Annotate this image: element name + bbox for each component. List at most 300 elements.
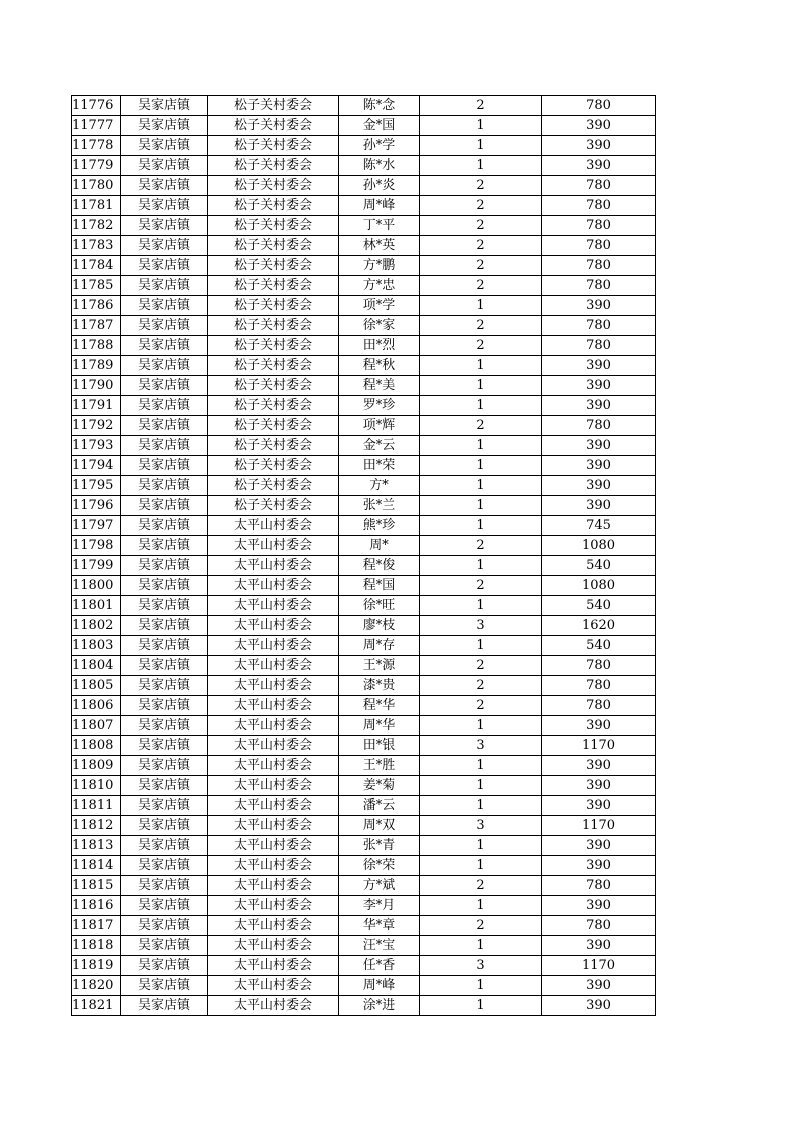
town-cell: 吴家店镇 <box>121 496 208 516</box>
household-count-cell: 1 <box>420 836 542 856</box>
household-count-cell: 1 <box>420 716 542 736</box>
amount-cell: 780 <box>542 276 656 296</box>
table-row <box>72 476 656 496</box>
record-id-cell: 11809 <box>72 756 121 776</box>
town-cell: 吴家店镇 <box>121 116 208 136</box>
town-cell: 吴家店镇 <box>121 896 208 916</box>
table-row <box>72 556 656 576</box>
person-name-cell: 徐*荣 <box>339 856 420 876</box>
town-cell: 吴家店镇 <box>121 656 208 676</box>
table-row <box>72 516 656 536</box>
household-count-cell: 2 <box>420 316 542 336</box>
table-row <box>72 796 656 816</box>
town-cell: 吴家店镇 <box>121 976 208 996</box>
table-row <box>72 976 656 996</box>
person-name-cell: 周*峰 <box>339 196 420 216</box>
household-count-cell: 2 <box>420 176 542 196</box>
household-count-cell: 2 <box>420 416 542 436</box>
town-cell: 吴家店镇 <box>121 516 208 536</box>
amount-cell: 390 <box>542 976 656 996</box>
person-name-cell: 任*香 <box>339 956 420 976</box>
record-id-cell: 11782 <box>72 216 121 236</box>
town-cell: 吴家店镇 <box>121 296 208 316</box>
table-row <box>72 316 656 336</box>
household-count-cell: 1 <box>420 516 542 536</box>
amount-cell: 780 <box>542 176 656 196</box>
person-name-cell: 漆*贵 <box>339 676 420 696</box>
town-cell: 吴家店镇 <box>121 356 208 376</box>
record-id-cell: 11777 <box>72 116 121 136</box>
village-cell: 松子关村委会 <box>208 496 339 516</box>
town-cell: 吴家店镇 <box>121 836 208 856</box>
village-cell: 松子关村委会 <box>208 476 339 496</box>
town-cell: 吴家店镇 <box>121 676 208 696</box>
town-cell: 吴家店镇 <box>121 616 208 636</box>
village-cell: 太平山村委会 <box>208 916 339 936</box>
table-row <box>72 616 656 636</box>
amount-cell: 390 <box>542 776 656 796</box>
person-name-cell: 孙*炎 <box>339 176 420 196</box>
household-count-cell: 1 <box>420 456 542 476</box>
village-cell: 松子关村委会 <box>208 436 339 456</box>
amount-cell: 780 <box>542 676 656 696</box>
village-cell: 松子关村委会 <box>208 176 339 196</box>
village-cell: 太平山村委会 <box>208 636 339 656</box>
person-name-cell: 金*云 <box>339 436 420 456</box>
household-count-cell: 1 <box>420 756 542 776</box>
town-cell: 吴家店镇 <box>121 536 208 556</box>
village-cell: 太平山村委会 <box>208 996 339 1016</box>
household-count-cell: 1 <box>420 356 542 376</box>
record-id-cell: 11797 <box>72 516 121 536</box>
table-row <box>72 856 656 876</box>
amount-cell: 390 <box>542 716 656 736</box>
town-cell: 吴家店镇 <box>121 736 208 756</box>
household-count-cell: 2 <box>420 256 542 276</box>
household-count-cell: 1 <box>420 996 542 1016</box>
table-row <box>72 116 656 136</box>
amount-cell: 1170 <box>542 736 656 756</box>
household-count-cell: 1 <box>420 896 542 916</box>
town-cell: 吴家店镇 <box>121 556 208 576</box>
amount-cell: 390 <box>542 496 656 516</box>
town-cell: 吴家店镇 <box>121 936 208 956</box>
table-row <box>72 296 656 316</box>
village-cell: 太平山村委会 <box>208 676 339 696</box>
table-row <box>72 156 656 176</box>
village-cell: 太平山村委会 <box>208 656 339 676</box>
person-name-cell: 程*秋 <box>339 356 420 376</box>
amount-cell: 390 <box>542 396 656 416</box>
household-count-cell: 3 <box>420 816 542 836</box>
record-id-cell: 11811 <box>72 796 121 816</box>
town-cell: 吴家店镇 <box>121 796 208 816</box>
amount-cell: 780 <box>542 416 656 436</box>
person-name-cell: 张*兰 <box>339 496 420 516</box>
record-id-cell: 11814 <box>72 856 121 876</box>
household-count-cell: 1 <box>420 296 542 316</box>
person-name-cell: 项*学 <box>339 296 420 316</box>
town-cell: 吴家店镇 <box>121 276 208 296</box>
village-cell: 太平山村委会 <box>208 716 339 736</box>
table-row <box>72 256 656 276</box>
town-cell: 吴家店镇 <box>121 756 208 776</box>
record-id-cell: 11810 <box>72 776 121 796</box>
table-row <box>72 356 656 376</box>
table-row <box>72 336 656 356</box>
record-id-cell: 11817 <box>72 916 121 936</box>
amount-cell: 745 <box>542 516 656 536</box>
town-cell: 吴家店镇 <box>121 396 208 416</box>
household-count-cell: 1 <box>420 156 542 176</box>
record-id-cell: 11799 <box>72 556 121 576</box>
table-row <box>72 656 656 676</box>
amount-cell: 780 <box>542 236 656 256</box>
table-row <box>72 276 656 296</box>
town-cell: 吴家店镇 <box>121 576 208 596</box>
record-id-cell: 11788 <box>72 336 121 356</box>
town-cell: 吴家店镇 <box>121 216 208 236</box>
record-id-cell: 11794 <box>72 456 121 476</box>
roster-table <box>71 95 656 1016</box>
amount-cell: 390 <box>542 156 656 176</box>
record-id-cell: 11815 <box>72 876 121 896</box>
household-count-cell: 1 <box>420 776 542 796</box>
record-id-cell: 11804 <box>72 656 121 676</box>
person-name-cell: 涂*进 <box>339 996 420 1016</box>
amount-cell: 390 <box>542 296 656 316</box>
person-name-cell: 金*国 <box>339 116 420 136</box>
village-cell: 松子关村委会 <box>208 96 339 116</box>
town-cell: 吴家店镇 <box>121 96 208 116</box>
town-cell: 吴家店镇 <box>121 856 208 876</box>
town-cell: 吴家店镇 <box>121 916 208 936</box>
village-cell: 太平山村委会 <box>208 876 339 896</box>
household-count-cell: 3 <box>420 736 542 756</box>
village-cell: 松子关村委会 <box>208 196 339 216</box>
village-cell: 松子关村委会 <box>208 136 339 156</box>
town-cell: 吴家店镇 <box>121 456 208 476</box>
record-id-cell: 11813 <box>72 836 121 856</box>
town-cell: 吴家店镇 <box>121 636 208 656</box>
record-id-cell: 11801 <box>72 596 121 616</box>
record-id-cell: 11791 <box>72 396 121 416</box>
household-count-cell: 2 <box>420 216 542 236</box>
table-row <box>72 96 656 116</box>
person-name-cell: 陈*水 <box>339 156 420 176</box>
amount-cell: 540 <box>542 556 656 576</box>
table-row <box>72 496 656 516</box>
table-row <box>72 236 656 256</box>
person-name-cell: 孙*学 <box>339 136 420 156</box>
town-cell: 吴家店镇 <box>121 956 208 976</box>
village-cell: 松子关村委会 <box>208 336 339 356</box>
amount-cell: 780 <box>542 336 656 356</box>
record-id-cell: 11779 <box>72 156 121 176</box>
person-name-cell: 田*烈 <box>339 336 420 356</box>
village-cell: 太平山村委会 <box>208 796 339 816</box>
household-count-cell: 2 <box>420 656 542 676</box>
record-id-cell: 11800 <box>72 576 121 596</box>
amount-cell: 780 <box>542 96 656 116</box>
person-name-cell: 周*峰 <box>339 976 420 996</box>
amount-cell: 390 <box>542 376 656 396</box>
record-id-cell: 11786 <box>72 296 121 316</box>
town-cell: 吴家店镇 <box>121 196 208 216</box>
table-row <box>72 996 656 1016</box>
household-count-cell: 1 <box>420 116 542 136</box>
village-cell: 太平山村委会 <box>208 976 339 996</box>
household-count-cell: 2 <box>420 876 542 896</box>
town-cell: 吴家店镇 <box>121 876 208 896</box>
village-cell: 太平山村委会 <box>208 956 339 976</box>
person-name-cell: 丁*平 <box>339 216 420 236</box>
person-name-cell: 王*源 <box>339 656 420 676</box>
household-count-cell: 1 <box>420 396 542 416</box>
amount-cell: 780 <box>542 696 656 716</box>
record-id-cell: 11781 <box>72 196 121 216</box>
amount-cell: 1620 <box>542 616 656 636</box>
person-name-cell: 熊*珍 <box>339 516 420 536</box>
table-row <box>72 596 656 616</box>
village-cell: 松子关村委会 <box>208 116 339 136</box>
village-cell: 松子关村委会 <box>208 416 339 436</box>
table-row <box>72 876 656 896</box>
amount-cell: 780 <box>542 656 656 676</box>
household-count-cell: 1 <box>420 796 542 816</box>
table-row <box>72 376 656 396</box>
person-name-cell: 潘*云 <box>339 796 420 816</box>
amount-cell: 390 <box>542 836 656 856</box>
table-row <box>72 716 656 736</box>
table-row <box>72 956 656 976</box>
household-count-cell: 3 <box>420 616 542 636</box>
amount-cell: 780 <box>542 196 656 216</box>
village-cell: 太平山村委会 <box>208 736 339 756</box>
town-cell: 吴家店镇 <box>121 716 208 736</box>
roster-table-body <box>72 96 656 1016</box>
town-cell: 吴家店镇 <box>121 156 208 176</box>
table-row <box>72 836 656 856</box>
amount-cell: 390 <box>542 356 656 376</box>
table-row <box>72 416 656 436</box>
amount-cell: 390 <box>542 436 656 456</box>
town-cell: 吴家店镇 <box>121 236 208 256</box>
person-name-cell: 王*胜 <box>339 756 420 776</box>
record-id-cell: 11787 <box>72 316 121 336</box>
record-id-cell: 11819 <box>72 956 121 976</box>
amount-cell: 780 <box>542 216 656 236</box>
household-count-cell: 1 <box>420 136 542 156</box>
household-count-cell: 2 <box>420 276 542 296</box>
amount-cell: 1080 <box>542 576 656 596</box>
amount-cell: 1080 <box>542 536 656 556</box>
amount-cell: 390 <box>542 896 656 916</box>
amount-cell: 780 <box>542 256 656 276</box>
village-cell: 松子关村委会 <box>208 296 339 316</box>
record-id-cell: 11789 <box>72 356 121 376</box>
household-count-cell: 2 <box>420 916 542 936</box>
household-count-cell: 1 <box>420 376 542 396</box>
household-count-cell: 1 <box>420 976 542 996</box>
amount-cell: 390 <box>542 116 656 136</box>
town-cell: 吴家店镇 <box>121 696 208 716</box>
person-name-cell: 方*鹏 <box>339 256 420 276</box>
village-cell: 太平山村委会 <box>208 576 339 596</box>
village-cell: 松子关村委会 <box>208 376 339 396</box>
household-count-cell: 1 <box>420 936 542 956</box>
record-id-cell: 11806 <box>72 696 121 716</box>
amount-cell: 540 <box>542 636 656 656</box>
person-name-cell: 程*美 <box>339 376 420 396</box>
village-cell: 太平山村委会 <box>208 836 339 856</box>
village-cell: 松子关村委会 <box>208 456 339 476</box>
table-row <box>72 696 656 716</box>
table-row <box>72 436 656 456</box>
record-id-cell: 11796 <box>72 496 121 516</box>
amount-cell: 390 <box>542 456 656 476</box>
household-count-cell: 2 <box>420 536 542 556</box>
amount-cell: 390 <box>542 996 656 1016</box>
household-count-cell: 2 <box>420 196 542 216</box>
village-cell: 松子关村委会 <box>208 256 339 276</box>
household-count-cell: 2 <box>420 96 542 116</box>
person-name-cell: 廖*枝 <box>339 616 420 636</box>
village-cell: 太平山村委会 <box>208 696 339 716</box>
record-id-cell: 11808 <box>72 736 121 756</box>
village-cell: 太平山村委会 <box>208 596 339 616</box>
town-cell: 吴家店镇 <box>121 176 208 196</box>
town-cell: 吴家店镇 <box>121 256 208 276</box>
household-count-cell: 2 <box>420 236 542 256</box>
table-row <box>72 776 656 796</box>
table-row <box>72 636 656 656</box>
person-name-cell: 方*斌 <box>339 876 420 896</box>
household-count-cell: 2 <box>420 576 542 596</box>
table-row <box>72 896 656 916</box>
village-cell: 太平山村委会 <box>208 556 339 576</box>
table-row <box>72 576 656 596</box>
person-name-cell: 周*存 <box>339 636 420 656</box>
household-count-cell: 1 <box>420 856 542 876</box>
record-id-cell: 11790 <box>72 376 121 396</box>
village-cell: 太平山村委会 <box>208 536 339 556</box>
amount-cell: 390 <box>542 796 656 816</box>
town-cell: 吴家店镇 <box>121 996 208 1016</box>
village-cell: 松子关村委会 <box>208 276 339 296</box>
town-cell: 吴家店镇 <box>121 136 208 156</box>
village-cell: 太平山村委会 <box>208 776 339 796</box>
household-count-cell: 2 <box>420 336 542 356</box>
record-id-cell: 11780 <box>72 176 121 196</box>
person-name-cell: 张*青 <box>339 836 420 856</box>
amount-cell: 390 <box>542 936 656 956</box>
record-id-cell: 11816 <box>72 896 121 916</box>
record-id-cell: 11821 <box>72 996 121 1016</box>
person-name-cell: 周*华 <box>339 716 420 736</box>
record-id-cell: 11798 <box>72 536 121 556</box>
record-id-cell: 11818 <box>72 936 121 956</box>
table-row <box>72 916 656 936</box>
person-name-cell: 项*辉 <box>339 416 420 436</box>
person-name-cell: 程*华 <box>339 696 420 716</box>
table-row <box>72 536 656 556</box>
household-count-cell: 1 <box>420 476 542 496</box>
amount-cell: 780 <box>542 876 656 896</box>
town-cell: 吴家店镇 <box>121 316 208 336</box>
person-name-cell: 陈*念 <box>339 96 420 116</box>
village-cell: 太平山村委会 <box>208 616 339 636</box>
table-row <box>72 176 656 196</box>
amount-cell: 390 <box>542 756 656 776</box>
table-row <box>72 196 656 216</box>
person-name-cell: 程*国 <box>339 576 420 596</box>
household-count-cell: 3 <box>420 956 542 976</box>
record-id-cell: 11795 <box>72 476 121 496</box>
person-name-cell: 林*英 <box>339 236 420 256</box>
amount-cell: 390 <box>542 856 656 876</box>
household-count-cell: 1 <box>420 436 542 456</box>
amount-cell: 390 <box>542 136 656 156</box>
village-cell: 太平山村委会 <box>208 756 339 776</box>
person-name-cell: 汪*宝 <box>339 936 420 956</box>
village-cell: 松子关村委会 <box>208 396 339 416</box>
household-count-cell: 1 <box>420 596 542 616</box>
record-id-cell: 11802 <box>72 616 121 636</box>
person-name-cell: 姜*菊 <box>339 776 420 796</box>
record-id-cell: 11805 <box>72 676 121 696</box>
table-row <box>72 396 656 416</box>
person-name-cell: 徐*旺 <box>339 596 420 616</box>
person-name-cell: 李*月 <box>339 896 420 916</box>
person-name-cell: 周* <box>339 536 420 556</box>
table-row <box>72 736 656 756</box>
village-cell: 太平山村委会 <box>208 816 339 836</box>
person-name-cell: 华*章 <box>339 916 420 936</box>
household-count-cell: 1 <box>420 636 542 656</box>
village-cell: 太平山村委会 <box>208 896 339 916</box>
record-id-cell: 11803 <box>72 636 121 656</box>
amount-cell: 390 <box>542 476 656 496</box>
town-cell: 吴家店镇 <box>121 416 208 436</box>
town-cell: 吴家店镇 <box>121 436 208 456</box>
village-cell: 松子关村委会 <box>208 356 339 376</box>
village-cell: 太平山村委会 <box>208 516 339 536</box>
person-name-cell: 徐*家 <box>339 316 420 336</box>
household-count-cell: 2 <box>420 696 542 716</box>
town-cell: 吴家店镇 <box>121 336 208 356</box>
table-row <box>72 136 656 156</box>
amount-cell: 540 <box>542 596 656 616</box>
person-name-cell: 周*双 <box>339 816 420 836</box>
village-cell: 太平山村委会 <box>208 856 339 876</box>
household-count-cell: 2 <box>420 676 542 696</box>
table-row <box>72 676 656 696</box>
person-name-cell: 程*俊 <box>339 556 420 576</box>
town-cell: 吴家店镇 <box>121 476 208 496</box>
household-count-cell: 1 <box>420 496 542 516</box>
table-row <box>72 456 656 476</box>
record-id-cell: 11807 <box>72 716 121 736</box>
record-id-cell: 11812 <box>72 816 121 836</box>
village-cell: 松子关村委会 <box>208 316 339 336</box>
person-name-cell: 田*银 <box>339 736 420 756</box>
village-cell: 太平山村委会 <box>208 936 339 956</box>
town-cell: 吴家店镇 <box>121 776 208 796</box>
table-row <box>72 816 656 836</box>
table-row <box>72 936 656 956</box>
amount-cell: 780 <box>542 916 656 936</box>
